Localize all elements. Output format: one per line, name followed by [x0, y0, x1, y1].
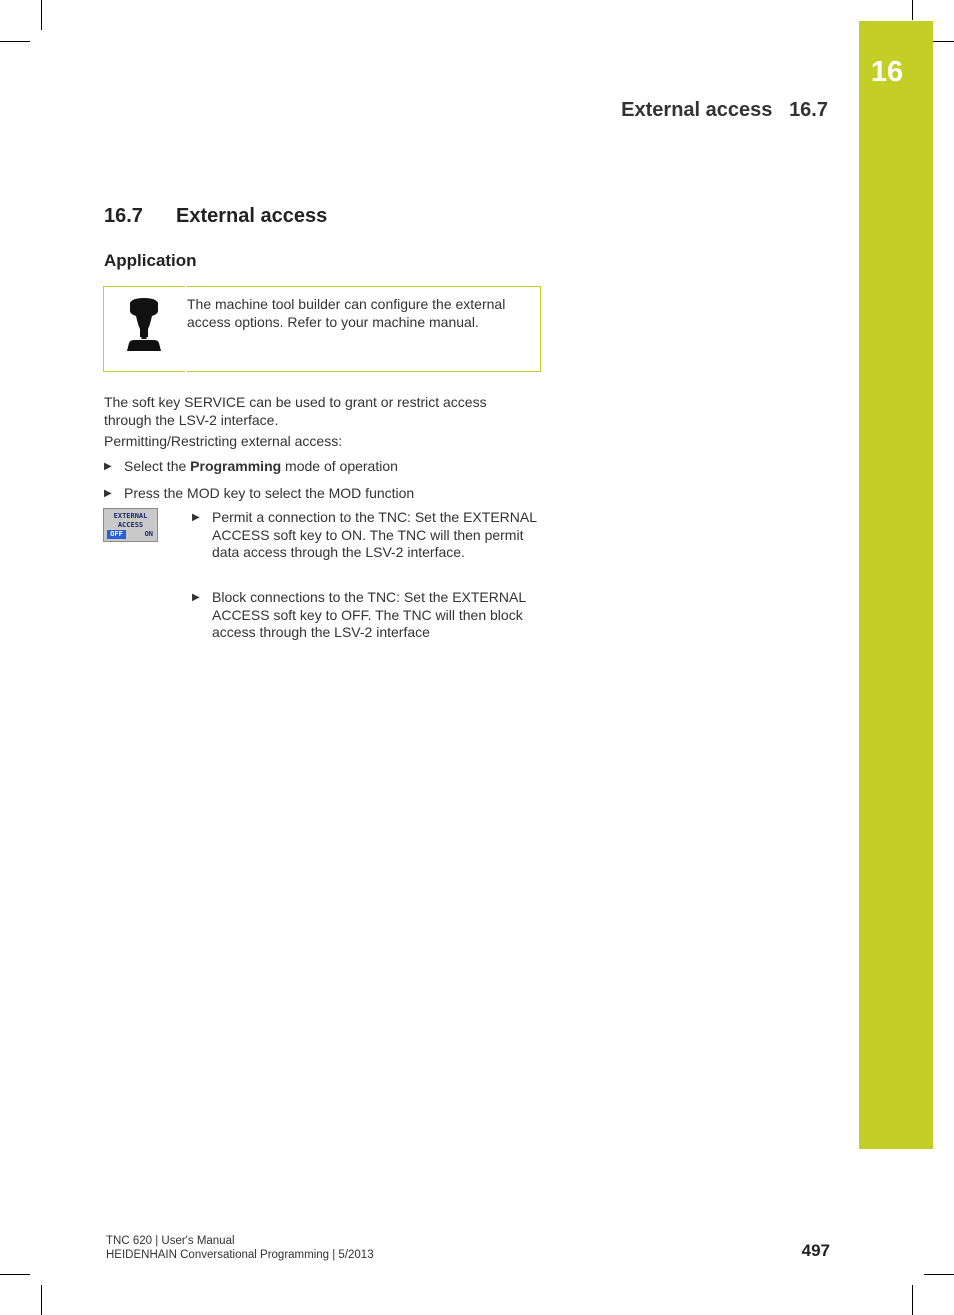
arrow-bullet-icon: ▶	[104, 461, 112, 472]
section-number: 16.7	[104, 205, 143, 227]
note-box	[103, 286, 541, 372]
arrow-bullet-icon: ▶	[104, 488, 112, 499]
running-head: External access 16.7	[621, 99, 828, 121]
machine-manual-icon	[124, 297, 164, 353]
crop-mark	[0, 1274, 30, 1275]
chapter-number: 16	[870, 56, 904, 88]
subsection-heading: Application	[104, 251, 197, 270]
body-paragraph: The soft key SERVICE can be used to grant or restrict access through the LSV-2 interface.	[104, 394, 487, 428]
footer	[106, 1234, 374, 1262]
crop-mark	[41, 0, 42, 30]
section-title: External access	[176, 205, 328, 227]
section-heading	[104, 205, 327, 228]
softkey-off-state: OFF	[107, 530, 126, 539]
mode-name: Programming	[190, 458, 282, 474]
step-item: ▶ Press the MOD key to select the MOD function	[104, 485, 415, 501]
softkey-label: ACCESS	[117, 521, 144, 529]
body-paragraph: Permitting/Restricting external access:	[104, 433, 343, 449]
step-item: ▶ Block connections to the TNC: Set the EXTERNAL ACCESS soft key to OFF. The TNC will then block access through the LSV-2 interface	[192, 589, 526, 640]
chapter-tab	[859, 21, 933, 1149]
arrow-bullet-icon: ▶	[192, 592, 200, 603]
step-item: ▶ Select the Programming mode of operation	[104, 458, 398, 474]
softkey-on-state: ON	[144, 530, 153, 538]
crop-mark	[912, 0, 913, 20]
footer-line: HEIDENHAIN Conversational Programming | 5/2013	[106, 1249, 374, 1261]
crop-mark	[924, 1274, 954, 1275]
crop-mark	[0, 41, 30, 42]
note-text: The machine tool builder can configure the external access options. Refer to your machine manual.	[187, 296, 506, 330]
softkey-label: EXTERNAL	[113, 512, 148, 520]
footer-line: TNC 620 | User's Manual	[106, 1235, 235, 1247]
crop-mark	[912, 1285, 913, 1315]
crop-mark	[41, 1285, 42, 1315]
page-number: 497	[801, 1241, 830, 1260]
external-access-softkey[interactable]	[103, 508, 158, 542]
step-item: ▶ Permit a connection to the TNC: Set the EXTERNAL ACCESS soft key to ON. The TNC will then permit data access through the LSV-2 interface.	[192, 509, 537, 560]
arrow-bullet-icon: ▶	[192, 512, 200, 523]
